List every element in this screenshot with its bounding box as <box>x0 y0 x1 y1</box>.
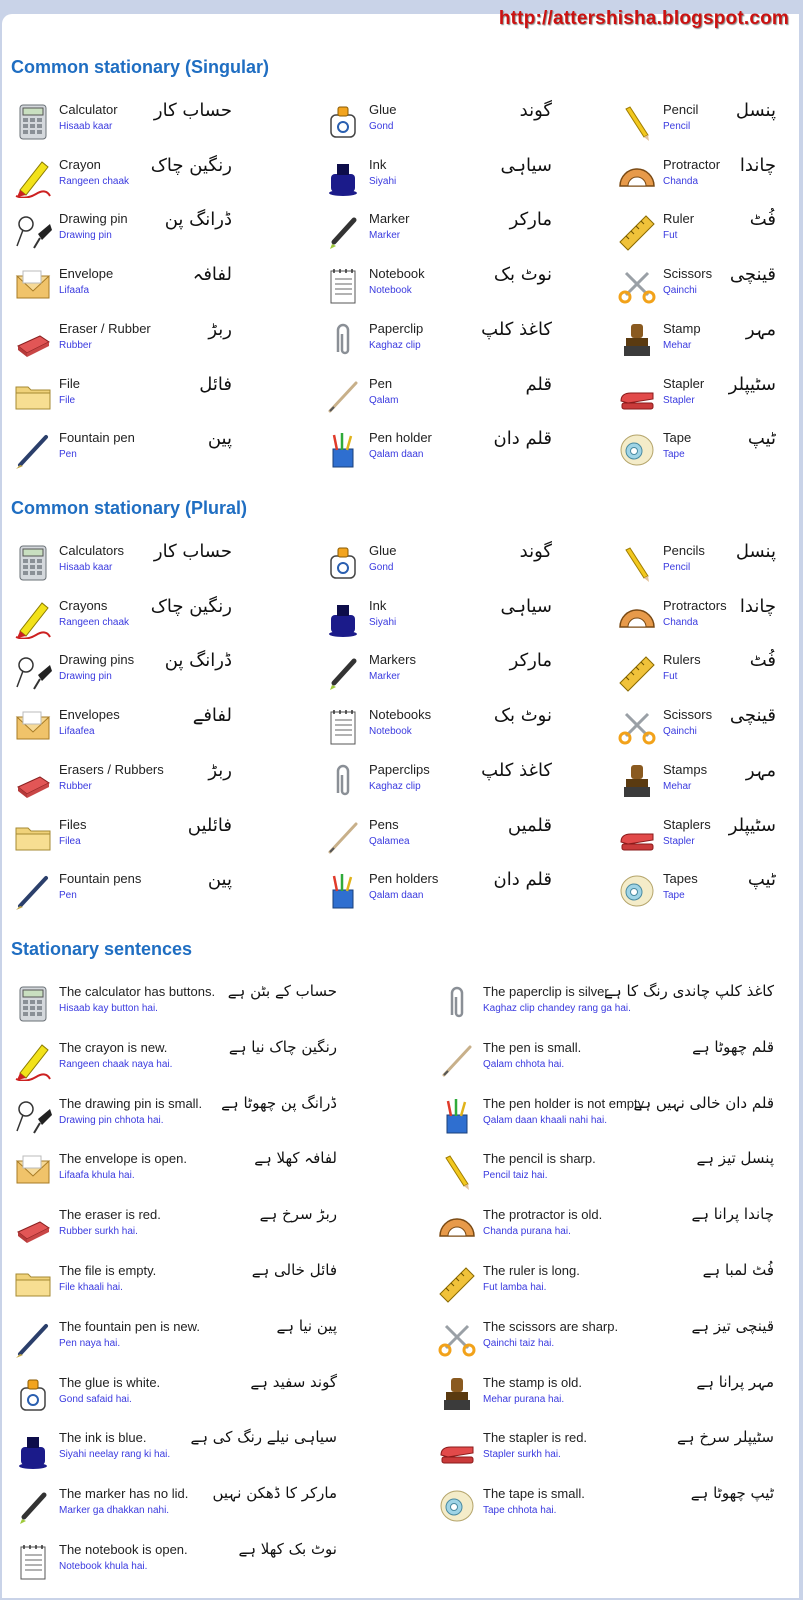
urdu-word: فُٹ <box>749 650 776 672</box>
drawing-pin-icon <box>12 1095 54 1137</box>
english-word: Tape <box>663 430 692 446</box>
ruler-icon <box>616 210 658 252</box>
pencil-icon <box>436 1150 478 1192</box>
urdu-word: ڈرانگ پن <box>164 650 232 672</box>
english-word: Staplers <box>663 816 711 832</box>
ink-icon <box>322 597 364 639</box>
transliteration: Qainchi <box>663 285 697 297</box>
transliteration: Qainchi taiz hai. <box>483 1337 555 1349</box>
eraser-icon <box>12 761 54 803</box>
urdu-word: ٹیپ <box>747 869 776 891</box>
english-word: Files <box>59 816 87 832</box>
transliteration: Qalamea <box>369 835 410 847</box>
urdu-sentence: ربڑ سرخ ہے <box>259 1205 337 1224</box>
urdu-word: نوٹ بک <box>493 264 552 286</box>
plural-title: Common stationary (Plural) <box>11 498 248 518</box>
english-sentence: The pencil is sharp. <box>483 1151 596 1167</box>
drawing-pin-icon <box>12 210 54 252</box>
urdu-word: قینچی <box>729 264 776 286</box>
english-sentence: The paperclip is silver. <box>483 984 612 999</box>
folder-icon <box>12 375 54 417</box>
transliteration: Pencil <box>663 562 691 573</box>
english-word: Drawing pins <box>59 652 135 668</box>
glue-icon <box>322 542 364 584</box>
fountain-pen-icon <box>12 1318 54 1360</box>
urdu-word: ٹیپ <box>747 428 776 450</box>
urdu-word: فائل <box>199 373 232 395</box>
urdu-word: قلمیں <box>507 814 552 836</box>
urdu-word: چاندا <box>739 595 776 617</box>
crayon-icon <box>12 597 54 639</box>
english-word: Markers <box>369 652 416 668</box>
english-sentence: The notebook is open. <box>59 1542 188 1557</box>
transliteration: Kaghaz clip <box>369 339 421 351</box>
transliteration: Pencil taiz hai. <box>483 1170 548 1182</box>
urdu-word: لفافہ <box>192 264 232 286</box>
urdu-sentence: قلم دان خالی نہیں ہے <box>633 1093 774 1112</box>
english-word: Notebook <box>369 266 425 282</box>
protractor-icon <box>436 1206 478 1248</box>
transliteration: Kaghaz clip chandey rang ga hai. <box>483 1003 631 1014</box>
urdu-word: فُٹ <box>749 209 776 231</box>
stamp-icon <box>616 761 658 803</box>
english-sentence: The protractor is old. <box>483 1207 603 1223</box>
urdu-sentence: قلم چھوٹا ہے <box>692 1037 774 1056</box>
site-url[interactable]: http://attershisha.blogspot.com <box>498 8 789 29</box>
transliteration: Gond <box>369 562 394 573</box>
stapler-icon <box>616 816 658 858</box>
english-sentence: The calculator has buttons. <box>59 984 216 999</box>
english-sentence: The pen is small. <box>483 1039 582 1055</box>
eraser-icon <box>12 320 54 362</box>
transliteration: Notebook <box>369 285 412 297</box>
urdu-word: سٹیپلر <box>728 814 776 836</box>
transliteration: Pen <box>59 449 77 461</box>
english-sentence: The envelope is open. <box>59 1151 187 1167</box>
english-sentence: The fountain pen is new. <box>59 1318 200 1334</box>
sentences-title: Stationary sentences <box>11 939 193 959</box>
english-word: Pen holders <box>369 871 439 887</box>
paperclip-icon <box>322 320 364 362</box>
urdu-word: سیاہی <box>500 154 552 176</box>
ruler-icon <box>436 1262 478 1304</box>
english-word: Paperclip <box>369 320 424 336</box>
calculator-icon <box>12 101 54 143</box>
urdu-word: قینچی <box>729 705 776 727</box>
english-word: Glue <box>369 543 397 558</box>
transliteration: Pen naya hai. <box>59 1337 121 1349</box>
transliteration: Fut lamba hai. <box>483 1282 547 1293</box>
glue-icon <box>322 101 364 143</box>
singular-title: Common stationary (Singular) <box>11 57 270 77</box>
envelope-icon <box>12 265 54 307</box>
urdu-word: فائلیں <box>187 814 232 836</box>
urdu-word: قلم دان <box>493 869 552 891</box>
english-word: Fountain pen <box>59 430 135 446</box>
transliteration: Hisaab kaar <box>59 562 113 573</box>
envelope-icon <box>12 1150 54 1192</box>
english-word: Erasers / Rubbers <box>59 761 164 777</box>
english-word: Envelope <box>59 266 114 282</box>
urdu-word: مارکر <box>509 209 552 231</box>
transliteration: Mehar purana hai. <box>483 1393 565 1405</box>
transliteration: Marker <box>369 230 401 242</box>
english-sentence: The scissors are sharp. <box>483 1318 619 1334</box>
pencil-icon <box>616 101 658 143</box>
english-word: Notebooks <box>369 707 432 723</box>
urdu-word: رنگین چاک <box>150 595 232 617</box>
ink-icon <box>12 1429 54 1471</box>
english-sentence: The file is empty. <box>59 1263 157 1278</box>
english-word: Pencil <box>663 102 699 117</box>
urdu-sentence: مہر پرانا ہے <box>696 1372 774 1391</box>
tape-icon <box>436 1485 478 1527</box>
transliteration: Qalam daan khaali nahi hai. <box>483 1114 607 1126</box>
english-word: Calculators <box>59 543 125 558</box>
urdu-word: پنسل <box>735 100 776 121</box>
urdu-word: چاندا <box>739 154 776 176</box>
english-sentence: The ink is blue. <box>59 1430 147 1446</box>
transliteration: Stapler <box>663 835 695 847</box>
notebook-icon <box>322 706 364 748</box>
transliteration: Fut <box>663 671 678 683</box>
transliteration: Lifaafa <box>59 285 90 297</box>
notebook-icon <box>12 1541 54 1583</box>
english-word: Ink <box>369 156 387 172</box>
english-word: File <box>59 375 80 391</box>
urdu-word: ربڑ <box>208 318 232 340</box>
calculator-icon <box>12 983 54 1025</box>
glue-icon <box>12 1374 54 1416</box>
transliteration: Mehar <box>663 339 692 351</box>
urdu-word: پنسل <box>735 541 776 562</box>
transliteration: Siyahi neelay rang ki hai. <box>59 1449 171 1461</box>
transliteration: Siyahi <box>369 616 397 628</box>
urdu-sentence: گوند سفید ہے <box>250 1372 337 1391</box>
english-word: Fountain pens <box>59 871 142 887</box>
english-word: Eraser / Rubber <box>59 320 151 336</box>
english-word: Rulers <box>663 652 701 668</box>
english-word: Pens <box>369 816 399 832</box>
urdu-word: سیاہی <box>500 595 552 617</box>
urdu-word: سٹیپلر <box>728 373 776 395</box>
transliteration: Stapler <box>663 394 695 406</box>
english-word: Tapes <box>663 871 698 887</box>
urdu-sentence: چاندا پرانا ہے <box>691 1205 774 1224</box>
english-word: Envelopes <box>59 707 120 723</box>
transliteration: Mehar <box>663 780 692 792</box>
transliteration: Rangeen chaak <box>59 175 130 187</box>
transliteration: Rubber <box>59 339 92 351</box>
transliteration: Qalam daan <box>369 449 424 461</box>
english-word: Crayons <box>59 597 108 613</box>
urdu-sentence: کاغذ کلپ چاندی رنگ کا ہے <box>604 982 774 1000</box>
transliteration: Tape <box>663 890 685 902</box>
urdu-word: مہر <box>745 759 776 781</box>
transliteration: Marker <box>369 671 401 683</box>
transliteration: Chanda <box>663 175 699 187</box>
transliteration: Rubber <box>59 780 92 792</box>
english-word: Drawing pin <box>59 211 128 227</box>
urdu-sentence: رنگین چاک نیا ہے <box>228 1037 337 1056</box>
scissors-icon <box>616 265 658 307</box>
urdu-word: لفافے <box>192 705 232 727</box>
envelope-icon <box>12 706 54 748</box>
drawing-pin-icon <box>12 651 54 693</box>
urdu-word: گوند <box>519 100 552 121</box>
protractor-icon <box>616 156 658 198</box>
pen-holder-icon <box>322 870 364 912</box>
transliteration: Qainchi <box>663 726 697 738</box>
crayon-icon <box>12 156 54 198</box>
fountain-pen-icon <box>12 870 54 912</box>
stapler-icon <box>616 375 658 417</box>
urdu-sentence: فُٹ لمبا ہے <box>702 1261 774 1279</box>
transliteration: Lifaafa khula hai. <box>59 1170 135 1182</box>
urdu-word: مہر <box>745 318 776 340</box>
english-word: Stapler <box>663 375 705 391</box>
ink-icon <box>322 156 364 198</box>
urdu-sentence: ٹیپ چھوٹا ہے <box>690 1484 774 1503</box>
urdu-sentence: حساب کے بٹن ہے <box>227 982 337 1000</box>
transliteration: Drawing pin <box>59 671 112 683</box>
transliteration: Gond safaid hai. <box>59 1393 132 1405</box>
urdu-sentence: سیاہی نیلے رنگ کی ہے <box>190 1428 337 1447</box>
english-word: Pencils <box>663 543 705 558</box>
scissors-icon <box>616 706 658 748</box>
stamp-icon <box>436 1374 478 1416</box>
english-word: Stamps <box>663 761 708 777</box>
pencil-icon <box>616 542 658 584</box>
scissors-icon <box>436 1318 478 1360</box>
pen-icon <box>322 816 364 858</box>
urdu-sentence: نوٹ بک کھلا ہے <box>238 1540 337 1558</box>
english-sentence: The drawing pin is small. <box>59 1095 203 1111</box>
urdu-word: قلم دان <box>493 428 552 450</box>
transliteration: Rangeen chaak naya hai. <box>59 1058 173 1070</box>
stamp-icon <box>616 320 658 362</box>
tape-icon <box>616 429 658 471</box>
transliteration: Pencil <box>663 121 691 132</box>
transliteration: Hisaab kay button hai. <box>59 1003 158 1014</box>
transliteration: Pen <box>59 890 77 902</box>
urdu-sentence: فائل خالی ہے <box>251 1261 337 1279</box>
transliteration: Tape <box>663 449 685 461</box>
transliteration: Rangeen chaak <box>59 616 130 628</box>
english-word: Glue <box>369 102 397 117</box>
transliteration: Fut <box>663 230 678 242</box>
urdu-sentence: پین نیا ہے <box>276 1316 337 1335</box>
urdu-word: قلم <box>525 373 552 395</box>
tape-icon <box>616 870 658 912</box>
folder-icon <box>12 816 54 858</box>
pen-icon <box>436 1039 478 1081</box>
english-word: Ruler <box>663 211 695 227</box>
english-sentence: The pen holder is not empty. <box>483 1095 647 1111</box>
ruler-icon <box>616 651 658 693</box>
paperclip-icon <box>322 761 364 803</box>
paperclip-icon <box>436 983 478 1025</box>
english-word: Crayon <box>59 156 101 172</box>
english-word: Scissors <box>663 707 713 723</box>
transliteration: Drawing pin <box>59 230 112 242</box>
marker-icon <box>322 651 364 693</box>
english-sentence: The crayon is new. <box>59 1039 168 1055</box>
pen-holder-icon <box>322 429 364 471</box>
transliteration: Drawing pin chhota hai. <box>59 1114 164 1126</box>
urdu-word: گوند <box>519 541 552 562</box>
marker-icon <box>322 210 364 252</box>
urdu-sentence: ڈرانگ پن چھوٹا ہے <box>221 1093 337 1112</box>
protractor-icon <box>616 597 658 639</box>
crayon-icon <box>12 1039 54 1081</box>
notebook-icon <box>322 265 364 307</box>
english-sentence: The stapler is red. <box>483 1430 588 1446</box>
english-word: Pen <box>369 375 393 391</box>
english-word: Ink <box>369 597 387 613</box>
urdu-sentence: سٹیپلر سرخ ہے <box>676 1428 774 1447</box>
transliteration: Chanda purana hai. <box>483 1226 571 1238</box>
transliteration: Notebook khula hai. <box>59 1561 148 1572</box>
calculator-icon <box>12 542 54 584</box>
english-word: Pen holder <box>369 430 432 446</box>
transliteration: Tape chhota hai. <box>483 1505 557 1517</box>
transliteration: Gond <box>369 121 394 132</box>
transliteration: Qalam daan <box>369 890 424 902</box>
marker-icon <box>12 1485 54 1527</box>
urdu-word: پین <box>207 869 232 891</box>
transliteration: Filea <box>59 835 81 847</box>
urdu-word: نوٹ بک <box>493 705 552 727</box>
urdu-word: کاغذ کلپ <box>481 318 552 340</box>
pen-icon <box>322 375 364 417</box>
transliteration: File khaali hai. <box>59 1282 123 1293</box>
english-sentence: The glue is white. <box>59 1374 161 1390</box>
english-word: Calculator <box>59 102 118 117</box>
stapler-icon <box>436 1429 478 1471</box>
transliteration: Lifaafea <box>59 726 95 738</box>
english-word: Protractors <box>663 597 727 613</box>
transliteration: Qalam <box>369 394 399 406</box>
urdu-sentence: قینچی تیز ہے <box>691 1316 774 1335</box>
content-card <box>2 14 799 1598</box>
urdu-word: کاغذ کلپ <box>481 759 552 781</box>
english-word: Scissors <box>663 266 713 282</box>
english-word: Marker <box>369 211 410 227</box>
english-sentence: The marker has no lid. <box>59 1486 189 1502</box>
english-sentence: The tape is small. <box>483 1486 585 1502</box>
english-sentence: The stamp is old. <box>483 1374 582 1390</box>
english-word: Paperclips <box>369 761 430 777</box>
urdu-word: ربڑ <box>208 759 232 781</box>
english-sentence: The eraser is red. <box>59 1207 161 1223</box>
transliteration: Stapler surkh hai. <box>483 1449 561 1461</box>
english-sentence: The ruler is long. <box>483 1263 580 1278</box>
transliteration: Siyahi <box>369 175 397 187</box>
transliteration: Marker ga dhakkan nahi. <box>59 1505 170 1517</box>
transliteration: Chanda <box>663 616 699 628</box>
urdu-sentence: مارکر کا ڈھکن نہیں <box>212 1484 337 1503</box>
transliteration: File <box>59 394 76 406</box>
urdu-sentence: پنسل تیز ہے <box>696 1149 774 1168</box>
transliteration: Hisaab kaar <box>59 121 113 132</box>
folder-icon <box>12 1262 54 1304</box>
english-word: Stamp <box>663 320 701 336</box>
pen-holder-icon <box>436 1095 478 1137</box>
transliteration: Notebook <box>369 726 412 738</box>
urdu-sentence: لفافہ کھلا ہے <box>254 1149 337 1168</box>
urdu-word: مارکر <box>509 650 552 672</box>
urdu-word: حساب کار <box>153 541 232 562</box>
urdu-word: رنگین چاک <box>150 154 232 176</box>
urdu-word: حساب کار <box>153 100 232 121</box>
transliteration: Qalam chhota hai. <box>483 1058 565 1070</box>
english-word: Protractor <box>663 156 721 172</box>
fountain-pen-icon <box>12 429 54 471</box>
transliteration: Rubber surkh hai. <box>59 1226 138 1238</box>
eraser-icon <box>12 1206 54 1248</box>
urdu-word: پین <box>207 428 232 450</box>
transliteration: Kaghaz clip <box>369 780 421 792</box>
urdu-word: ڈرانگ پن <box>164 209 232 231</box>
